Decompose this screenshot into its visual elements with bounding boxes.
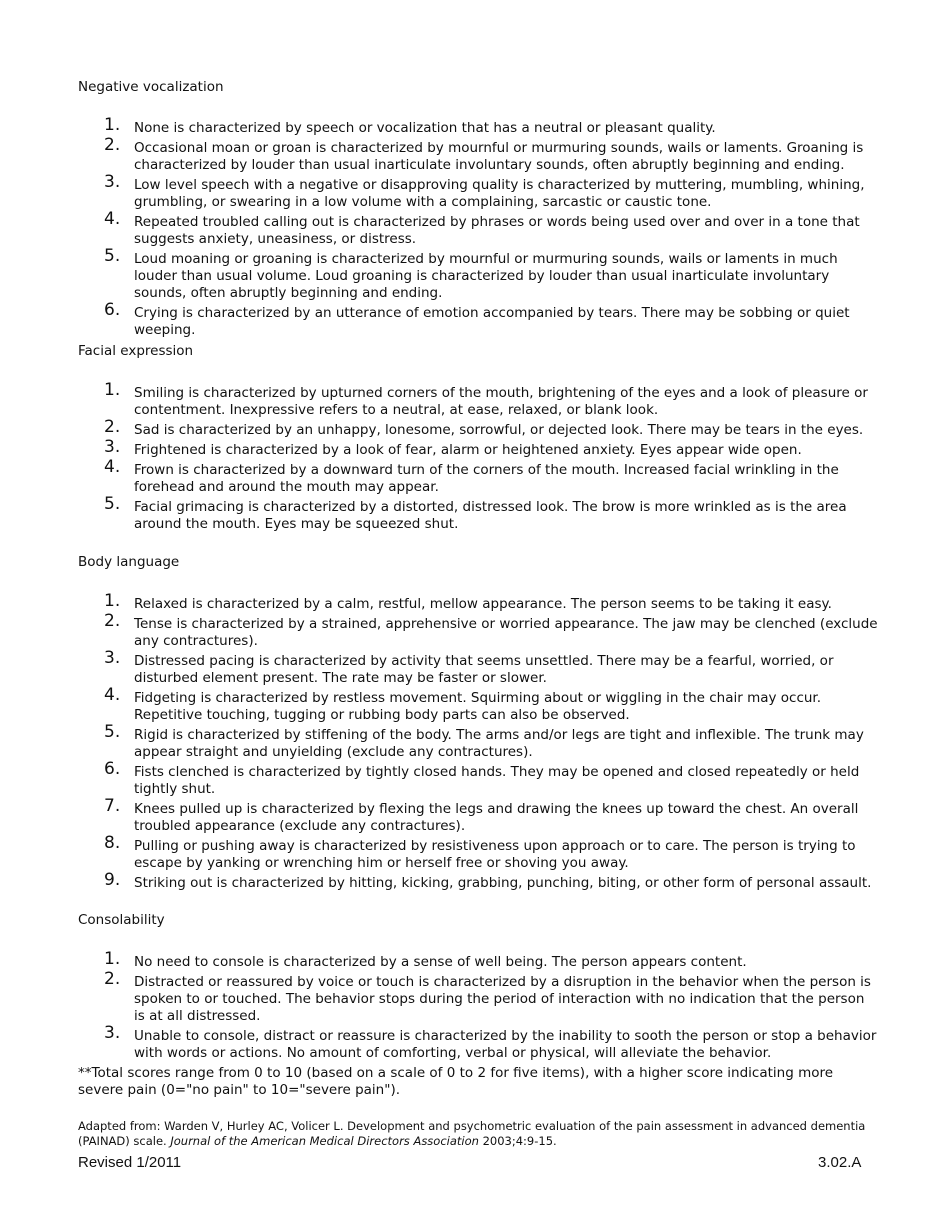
list-item: 2. Tense is characterized by a strained, apprehensive or worried appearance. The jaw may be clenched (exclude any contractures). xyxy=(104,611,878,649)
section-title: Facial expression xyxy=(78,343,194,359)
section-consolability xyxy=(78,912,878,1062)
list-item: 6. Crying is characterized by an utterance of emotion accompanied by tears. There may be sobbing or quiet weeping. xyxy=(104,300,850,338)
section-title: Body language xyxy=(78,554,180,570)
citation xyxy=(78,1119,908,1149)
revision-label: Revised 1/2011 xyxy=(78,1154,182,1171)
list-item: 2. Sad is characterized by an unhappy, lonesome, sorrowful, or dejected look. There may be tears in the eyes. xyxy=(104,417,864,438)
list-item: 7. Knees pulled up is characterized by flexing the legs and drawing the knees up toward the chest. An overall troubled appearance (exclude any contractures). xyxy=(104,796,859,834)
citation-suffix: 2003;4:9-15. xyxy=(478,1134,557,1148)
item-list xyxy=(78,591,878,892)
list-item: 9. Striking out is characterized by hitting, kicking, grabbing, punching, biting, or other form of personal assault. xyxy=(104,870,872,891)
section-title: Consolability xyxy=(78,912,165,928)
list-item: 4. Repeated troubled calling out is characterized by phrases or words being used over and over in a tone that suggests anxiety, uneasiness, or distress. xyxy=(104,209,860,247)
total-score-note: **Total scores range from 0 to 10 (based on a scale of 0 to 2 for five items), with a higher score indicating more severe pain (0="no pain" to 10="severe pain"). xyxy=(78,1065,834,1098)
list-item: 3. Frightened is characterized by a look of fear, alarm or heightened anxiety. Eyes appear wide open. xyxy=(104,437,802,458)
list-item: 1. Relaxed is characterized by a calm, restful, mellow appearance. The person seems to be taking it easy. xyxy=(104,591,832,612)
list-item: 5. Facial grimacing is characterized by a distorted, distressed look. The brow is more wrinkled as is the area around the mouth. Eyes may be squeezed shut. xyxy=(104,494,847,532)
list-item: 5. Rigid is characterized by stiffening of the body. The arms and/or legs are tight and inflexible. The trunk may appear straight and unyielding (exclude any contractures). xyxy=(104,722,864,760)
list-item: 1. None is characterized by speech or vocalization that has a neutral or pleasant quality. xyxy=(104,115,716,136)
list-item: 1. No need to console is characterized by a sense of well being. The person appears content. xyxy=(104,949,747,970)
item-list xyxy=(78,949,878,1062)
item-list xyxy=(78,115,878,339)
list-item: 8. Pulling or pushing away is characterized by resistiveness upon approach or to care. The person is trying to escape by yanking or wrenching him or herself free or shoving you away. xyxy=(104,833,856,871)
citation-prefix: Adapted from: Warden V, Hurley AC, Volicer L. Development and psychometric evaluation of the pain assessment in advanced dementia (PAINAD) scale. xyxy=(78,1119,866,1148)
list-item: 4. Fidgeting is characterized by restless movement. Squirming about or wiggling in the chair may occur. Repetitive touching, tugging or rubbing body parts can also be observed. xyxy=(104,685,822,723)
section-body-language xyxy=(78,554,878,892)
item-list xyxy=(78,380,878,533)
list-item: 2. Distracted or reassured by voice or touch is characterized by a disruption in the behavior when the person is spoken to or touched. The behavior stops during the period of interaction with no indication that the person is at all distressed. xyxy=(104,969,871,1024)
list-item: 3. Low level speech with a negative or disapproving quality is characterized by muttering, mumbling, whining, grumbling, or swearing in a low volume with a complaining, sarcastic or caustic tone. xyxy=(104,172,865,210)
list-item: 4. Frown is characterized by a downward turn of the corners of the mouth. Increased facial wrinkling in the forehead and around the mouth may appear. xyxy=(104,457,839,495)
list-item: 6. Fists clenched is characterized by tightly closed hands. They may be opened and closed repeatedly or held tightly shut. xyxy=(104,759,860,797)
section-title: Negative vocalization xyxy=(78,79,224,95)
citation-journal: Journal of the American Medical Directors Association xyxy=(170,1134,479,1148)
list-item: 1. Smiling is characterized by upturned corners of the mouth, brightening of the eyes and a look of pleasure or contentment. Inexpressive refers to a neutral, at ease, relaxed, or blank look. xyxy=(104,380,868,418)
list-item: 3. Unable to console, distract or reassure is characterized by the inability to sooth the person or stop a behavior with words or actions. No amount of comforting, verbal or physical, will alleviate the behavior. xyxy=(104,1023,877,1061)
list-item: 2. Occasional moan or groan is characterized by mournful or murmuring sounds, wails or laments. Groaning is characterized by louder than usual inarticulate involuntary sounds, often abruptly beginning and ending. xyxy=(104,135,864,173)
list-item: 3. Distressed pacing is characterized by activity that seems unsettled. There may be a fearful, worried, or disturbed element present. The rate may be faster or slower. xyxy=(104,648,834,686)
section-negative-vocalization xyxy=(78,79,878,339)
section-facial-expression xyxy=(78,343,878,533)
list-item: 5. Loud moaning or groaning is characterized by mournful or murmuring sounds, wails or laments in much louder than usual volume. Loud groaning is characterized by louder than usual inarticulate involuntary sounds, often abruptly beginning and ending. xyxy=(104,246,838,301)
document-code: 3.02.A xyxy=(818,1154,862,1171)
